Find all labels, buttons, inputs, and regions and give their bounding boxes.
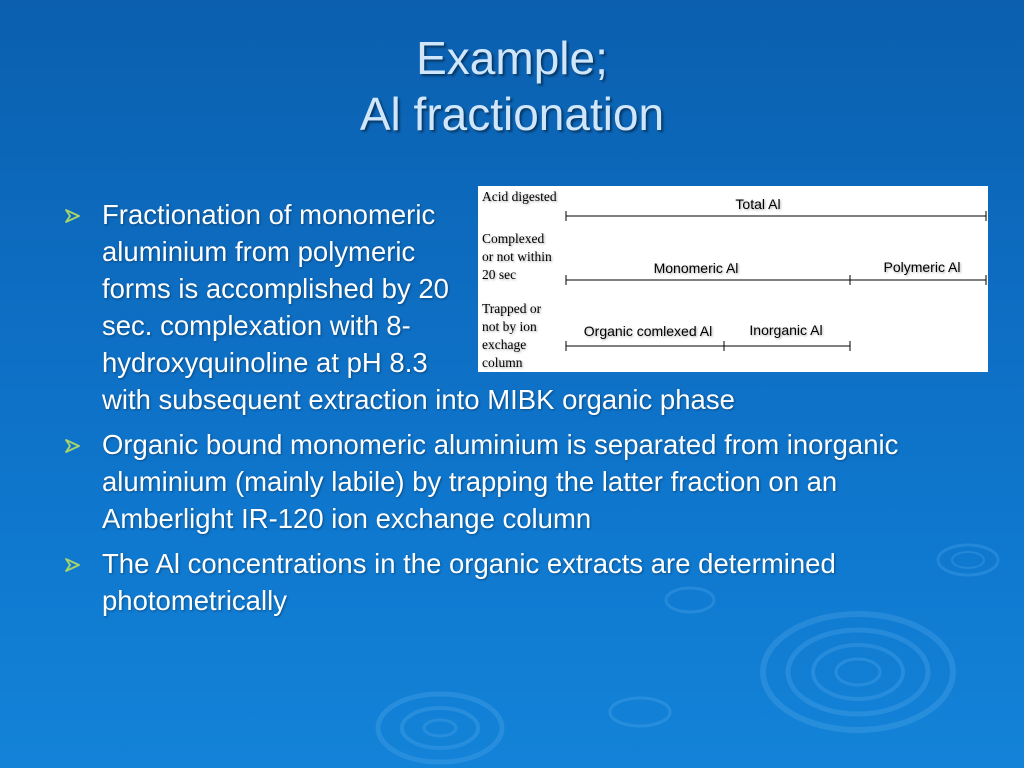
chevron-arrow-icon bbox=[65, 439, 81, 453]
row-label-complexed: Complexed or not within 20 sec bbox=[482, 231, 552, 282]
slide-title bbox=[0, 30, 1024, 142]
polymeric-al-label: Polymeric Al bbox=[883, 259, 961, 275]
chevron-arrow-icon bbox=[65, 558, 81, 572]
monomeric-al-label: Monomeric Al bbox=[653, 260, 739, 276]
bullet-list bbox=[62, 189, 962, 627]
bullet-text-3: The Al concentrations in the organic extracts are determined photometrically bbox=[102, 548, 836, 616]
total-al-label: Total Al bbox=[735, 196, 781, 212]
bullet-item-1 bbox=[62, 189, 962, 418]
bullet-item-2 bbox=[62, 426, 962, 537]
bullet-text-2: Organic bound monomeric aluminium is separated from inorganic aluminium (mainly labile) by trapping the latter fraction on an Amberlight IR-120 ion exchange column bbox=[102, 429, 899, 534]
chevron-arrow-icon bbox=[65, 209, 81, 223]
bullet-text-1: Fractionation of monomeric aluminium from polymeric forms is accomplished by 20 sec. complexation with 8-hydroxyquinoline at pH 8.3 with subsequent extraction into MIBK organic phase bbox=[102, 199, 735, 415]
row-label-trapped: Trapped or not by ion exchage column bbox=[482, 301, 542, 370]
row-label-acid-digested: Acid digested bbox=[482, 189, 557, 204]
organic-complexed-al-label: Organic comlexed Al bbox=[583, 323, 713, 339]
al-fractionation-diagram bbox=[478, 186, 988, 372]
title-line-2: Al fractionation bbox=[359, 88, 665, 140]
bullet-item-3 bbox=[62, 545, 962, 619]
inorganic-al-label: Inorganic Al bbox=[749, 322, 823, 338]
title-line-1: Example; bbox=[416, 32, 608, 84]
